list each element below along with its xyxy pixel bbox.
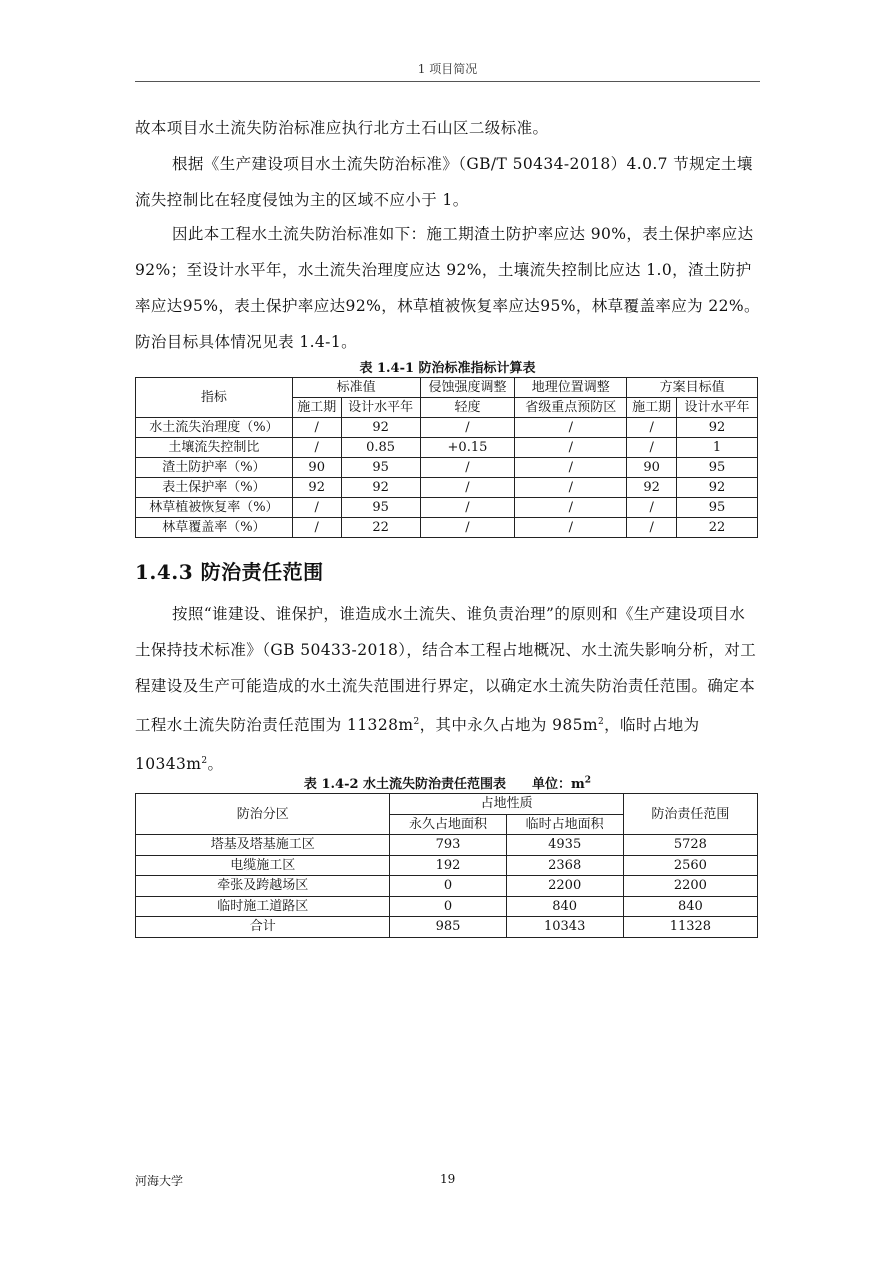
table-cell: 0	[390, 876, 506, 897]
table-cell: 土壤流失控制比	[136, 438, 293, 458]
table-cell: 渣土防护率（%）	[136, 458, 293, 478]
header-geo-adjust: 地理位置调整	[515, 378, 627, 398]
table-row	[136, 876, 758, 897]
subheader-construction: 施工期	[627, 398, 677, 418]
section-heading: 1.4.3 防治责任范围	[135, 560, 324, 584]
table-cell: /	[515, 418, 627, 438]
header-land-type: 占地性质	[390, 794, 623, 815]
paragraph-4	[135, 596, 760, 782]
table-row	[136, 835, 758, 856]
standards-table	[135, 377, 758, 538]
table-cell: 192	[390, 855, 506, 876]
table-row	[136, 458, 758, 478]
table-cell: /	[515, 458, 627, 478]
table-cell: 840	[506, 896, 623, 917]
table-cell: 985	[390, 917, 506, 938]
table-cell: 2200	[506, 876, 623, 897]
subheader-construction: 施工期	[292, 398, 341, 418]
table-cell: /	[292, 518, 341, 538]
table-cell: 1	[677, 438, 758, 458]
responsibility-range-table	[135, 793, 758, 938]
footer-institution: 河海大学	[135, 1174, 184, 1188]
table-cell: 793	[390, 835, 506, 856]
table-cell: 92	[341, 478, 420, 498]
header-zone: 防治分区	[136, 794, 390, 835]
table-cell: 90	[627, 458, 677, 478]
table-row	[136, 478, 758, 498]
table-row	[136, 418, 758, 438]
superscript: 2	[598, 717, 605, 727]
table-cell: /	[627, 438, 677, 458]
subheader-light: 轻度	[420, 398, 515, 418]
table-cell: 10343	[506, 917, 623, 938]
header-range: 防治责任范围	[623, 794, 757, 835]
table-cell: /	[420, 458, 515, 478]
subheader-temporary: 临时占地面积	[506, 814, 623, 835]
table-cell: 22	[341, 518, 420, 538]
table-cell: /	[420, 498, 515, 518]
superscript: 2	[201, 756, 208, 767]
table-cell: 塔基及塔基施工区	[136, 835, 390, 856]
subheader-design-year: 设计水平年	[677, 398, 758, 418]
paragraph-3: 因此本工程水土流失防治标准如下：施工期渣土防护率应达 90%，表土保护率应达 92%；至设计水平年，水土流失治理度应达 92%，土壤流失控制比应达 1.0，渣土防护率应达95%，表土保护率应达92%，林草植被恢复率应达95%，林草覆盖率应为 22%。防治目标具体情况见表 1.4-1。	[135, 225, 760, 351]
paragraph-4-text: 。	[207, 755, 224, 774]
paragraph-1: 故本项目水土流失防治标准应执行北方土石山区二级标准。	[135, 119, 549, 137]
header-index: 指标	[136, 378, 293, 418]
table-cell: 临时施工道路区	[136, 896, 390, 917]
subheader-permanent: 永久占地面积	[390, 814, 506, 835]
table-cell: 92	[677, 478, 758, 498]
running-header: 1 项目简况	[417, 62, 478, 76]
table-cell: /	[292, 418, 341, 438]
table-cell: /	[292, 438, 341, 458]
paragraph-2: 根据《生产建设项目水土流失防治标准》（GB/T 50434-2018）4.0.7 节规定土壤流失控制比在轻度侵蚀为主的区域不应小于 1。	[135, 155, 753, 209]
table-cell: /	[515, 478, 627, 498]
table-cell: 2560	[623, 855, 757, 876]
table-row	[136, 498, 758, 518]
header-target: 方案目标值	[627, 378, 758, 398]
table-cell: 0	[390, 896, 506, 917]
header-standard: 标准值	[292, 378, 420, 398]
table-row-total	[136, 917, 758, 938]
table-cell: 11328	[623, 917, 757, 938]
table-cell: /	[515, 518, 627, 538]
table-cell: 92	[627, 478, 677, 498]
table-cell: 2200	[623, 876, 757, 897]
table-cell: /	[420, 518, 515, 538]
table-cell: 92	[292, 478, 341, 498]
table-cell: 电缆施工区	[136, 855, 390, 876]
table-cell: /	[627, 518, 677, 538]
table-cell: /	[627, 418, 677, 438]
table-cell: 95	[677, 458, 758, 478]
superscript: 2	[584, 775, 592, 786]
paragraph-4-text: 按照“谁建设、谁保护，谁造成水土流失、谁负责治理”的原则和《生产建设项目水土保持技术标准》（GB 50433-2018），结合本工程占地概况、水土流失影响分析，对工程建设及生产可能造成的水土流失范围进行界定，以确定水土流失防治责任范围。确定本工程水土流失防治责任范围为 11328m	[135, 605, 757, 735]
table2-caption-text: 表 1.4-2 水土流失防治责任范围表 单位：m	[303, 777, 585, 792]
table-row	[136, 518, 758, 538]
table-cell: 水土流失治理度（%）	[136, 418, 293, 438]
table1-caption: 表 1.4-1 防治标准指标计算表	[359, 361, 536, 376]
table-cell: 0.85	[341, 438, 420, 458]
table-cell: 22	[677, 518, 758, 538]
table-cell: 90	[292, 458, 341, 478]
table-cell: 林草覆盖率（%）	[136, 518, 293, 538]
table-cell: 2368	[506, 855, 623, 876]
table-cell: 牵张及跨越场区	[136, 876, 390, 897]
table-cell: 合计	[136, 917, 390, 938]
table-cell: /	[515, 498, 627, 518]
table-cell: 95	[341, 458, 420, 478]
table-cell: +0.15	[420, 438, 515, 458]
table-cell: 表土保护率（%）	[136, 478, 293, 498]
table-cell: /	[292, 498, 341, 518]
table-cell: 4935	[506, 835, 623, 856]
paragraph-4-text: ，其中永久占地为 985m	[419, 716, 598, 735]
table-cell: 林草植被恢复率（%）	[136, 498, 293, 518]
header-erosion-adjust: 侵蚀强度调整	[420, 378, 515, 398]
table-row	[136, 438, 758, 458]
table-cell: 92	[677, 418, 758, 438]
table-cell: /	[420, 418, 515, 438]
table-row	[136, 896, 758, 917]
table-cell: 5728	[623, 835, 757, 856]
table-cell: 95	[677, 498, 758, 518]
header-rule	[135, 81, 760, 82]
page-number: 19	[440, 1172, 456, 1186]
table2-caption	[135, 773, 760, 792]
table-cell: /	[627, 498, 677, 518]
table-cell: /	[420, 478, 515, 498]
table-row	[136, 855, 758, 876]
subheader-design-year: 设计水平年	[341, 398, 420, 418]
subheader-provincial: 省级重点预防区	[515, 398, 627, 418]
table-cell: /	[515, 438, 627, 458]
superscript: 2	[413, 717, 420, 727]
table-cell: 92	[341, 418, 420, 438]
table-cell: 95	[341, 498, 420, 518]
paragraph-4-text: ，临时占地为 10343m	[135, 716, 700, 774]
table-cell: 840	[623, 896, 757, 917]
